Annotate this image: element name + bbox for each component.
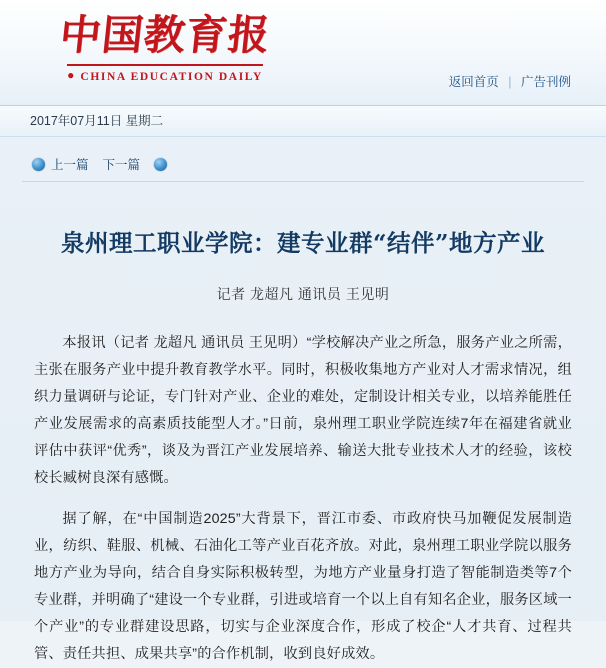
logo-chinese-title: 中国教育报 [57, 11, 273, 59]
home-link[interactable]: 返回首页 [448, 75, 499, 89]
logo-divider-rule [67, 64, 263, 66]
article-paragraph-2: 据了解，在“中国制造2025”大背景下，晋江市委、市政府快马加鞭促发展制造业，纺织、鞋服、机械、石油化工等产业百花齐放。对此，泉州理工职业学院以服务地方产业为导向，结合自身实际积极转型，为地方产业量身打造了智能制造类等7个专业群，并明确了“建设一个专业群，引进或培育一个以上自有知名企业，服务区域一个产业”的专业群建设思路，切实与企业深度合作，形成了校企“人才共育、过程共管、责任共担、成果共享”的合作机制，收到良好成效。 [34, 510, 572, 662]
sphere-bullet-icon [32, 158, 45, 171]
article-body [34, 182, 572, 668]
top-links-separator: | [508, 75, 512, 89]
site-logo[interactable] [57, 10, 273, 83]
article-headline: 泉州理工职业学院：建专业群“结伴”地方产业 [60, 228, 546, 257]
next-article-link[interactable]: 下一篇 [102, 158, 141, 172]
article-navigation [22, 147, 584, 182]
article-paragraph-1: 本报讯（记者 龙超凡 通讯员 王见明）“学校解决产业之所急，服务产业之所需，主张在服务产业中提升教育教学水平。同时，积极收集地方产业对人才需求情况，组织力量调研与论证，专门针对产业、企业的难处，定制设计相关专业，以培养能胜任产业发展需求的高素质技能型人才。”日前，泉州理工职业学院连续7年在福建省就业评估中获评“优秀”，谈及为晋江产业发展培养、输送大批专业技术人才的经验，该校校长臧树良深有感慨。 [34, 334, 572, 486]
top-links [449, 72, 571, 90]
ad-rates-link[interactable]: 广告刊例 [520, 75, 571, 89]
logo-english-text: CHINA EDUCATION DAILY [80, 71, 263, 83]
publication-date: 2017年07月11日 星期二 [0, 106, 606, 137]
masthead [0, 0, 606, 106]
previous-article-link[interactable]: 上一篇 [51, 158, 89, 172]
article-paragraphs [34, 330, 572, 668]
sphere-bullet-icon-2 [154, 158, 167, 171]
article-byline: 记者 龙超凡 通讯员 王见明 [216, 285, 390, 302]
logo-english-title [60, 68, 270, 83]
bullet-icon: ● [67, 68, 76, 82]
